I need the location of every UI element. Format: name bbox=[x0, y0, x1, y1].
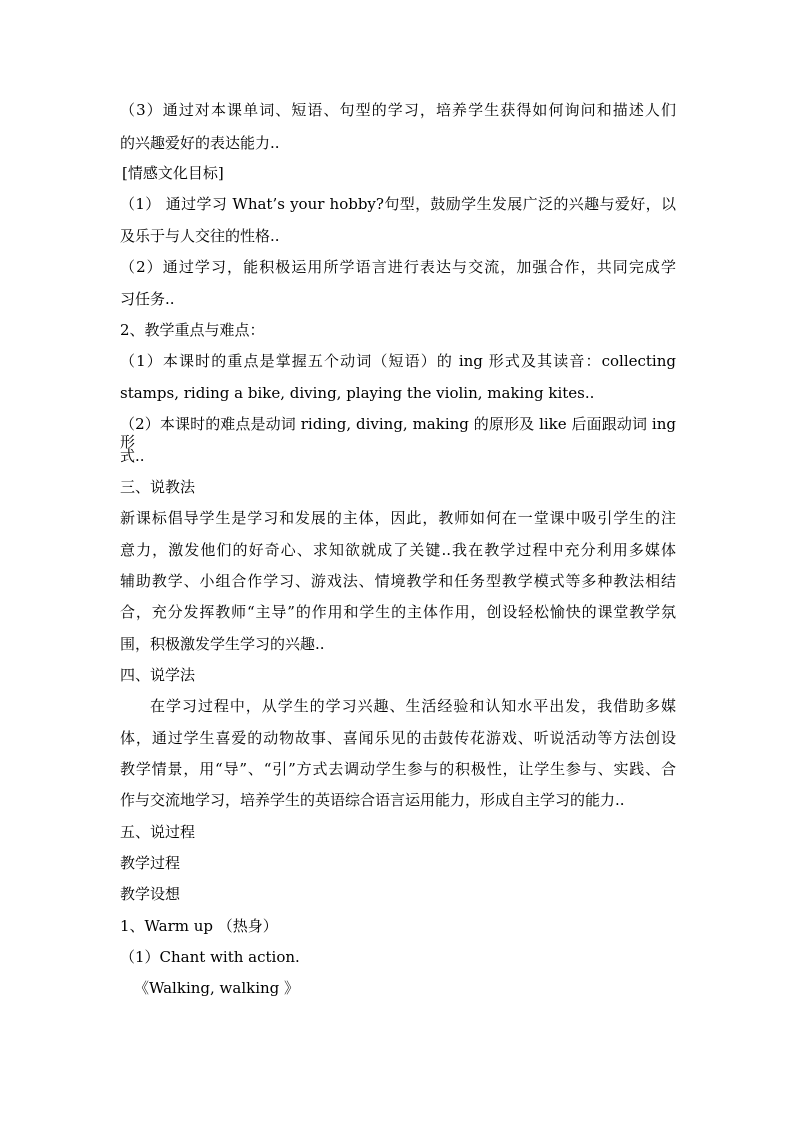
text-line: 围，积极激发学生学习的兴趣.. bbox=[120, 635, 325, 653]
text-line: （2）本课时的难点是动词 riding, diving, making 的原形及 like 后面跟动词 ing 形 bbox=[120, 415, 676, 451]
text-line: 式.. bbox=[120, 447, 145, 465]
text-line: 意力，激发他们的好奇心、求知欲就成了关键..我在教学过程中充分利用多媒体 bbox=[120, 541, 676, 559]
text-line: 教学情景，用“导”、“引”方式去调动学生参与的积极性，让学生参与、实践、合 bbox=[120, 760, 676, 778]
text-line: 新课标倡导学生是学习和发展的主体，因此，教师如何在一堂课中吸引学生的注 bbox=[120, 509, 676, 527]
text-line: （1）Chant with action. bbox=[120, 948, 300, 966]
text-line: （1）本课时的重点是掌握五个动词（短语）的 ing 形式及其读音：collecting bbox=[120, 352, 676, 370]
text-line: （3）通过对本课单词、短语、句型的学习，培养学生获得如何询问和描述人们 bbox=[120, 101, 676, 119]
text-line: 习任务.. bbox=[120, 290, 175, 308]
text-line: 作与交流地学习，培养学生的英语综合语言运用能力，形成自主学习的能力.. bbox=[120, 791, 625, 809]
section-heading: 教学设想 bbox=[120, 885, 181, 903]
text-line: 《Walking, walking 》 bbox=[134, 979, 300, 997]
text-line: 合，充分发挥教师“主导”的作用和学生的主体作用，创设轻松愉快的课堂教学氛 bbox=[120, 603, 676, 621]
section-heading: 五、说过程 bbox=[120, 823, 196, 841]
text-line: 及乐于与人交往的性格.. bbox=[120, 227, 280, 245]
section-heading: 2、教学重点与难点： bbox=[120, 321, 265, 339]
section-heading: 三、说教法 bbox=[120, 478, 196, 496]
text-line: 1、Warm up （热身） bbox=[120, 917, 278, 935]
text-line: （1） 通过学习 What’s your hobby?句型，鼓励学生发展广泛的兴趣与爱好，以 bbox=[120, 195, 676, 213]
text-line: 的兴趣爱好的表达能力.. bbox=[120, 134, 280, 152]
section-heading: 教学过程 bbox=[120, 854, 181, 872]
text-line: 在学习过程中，从学生的学习兴趣、生活经验和认知水平出发，我借助多媒 bbox=[150, 697, 676, 715]
section-heading: [情感文化目标] bbox=[122, 164, 224, 182]
text-line: 体，通过学生喜爱的动物故事、喜闻乐见的击鼓传花游戏、听说活动等方法创设 bbox=[120, 729, 676, 747]
text-line: stamps, riding a bike, diving, playing the violin, making kites.. bbox=[120, 384, 595, 402]
section-heading: 四、说学法 bbox=[120, 666, 196, 684]
text-line: 辅助教学、小组合作学习、游戏法、情境教学和任务型教学模式等多种教法相结 bbox=[120, 572, 676, 590]
text-line: （2）通过学习，能积极运用所学语言进行表达与交流，加强合作，共同完成学 bbox=[120, 258, 676, 276]
